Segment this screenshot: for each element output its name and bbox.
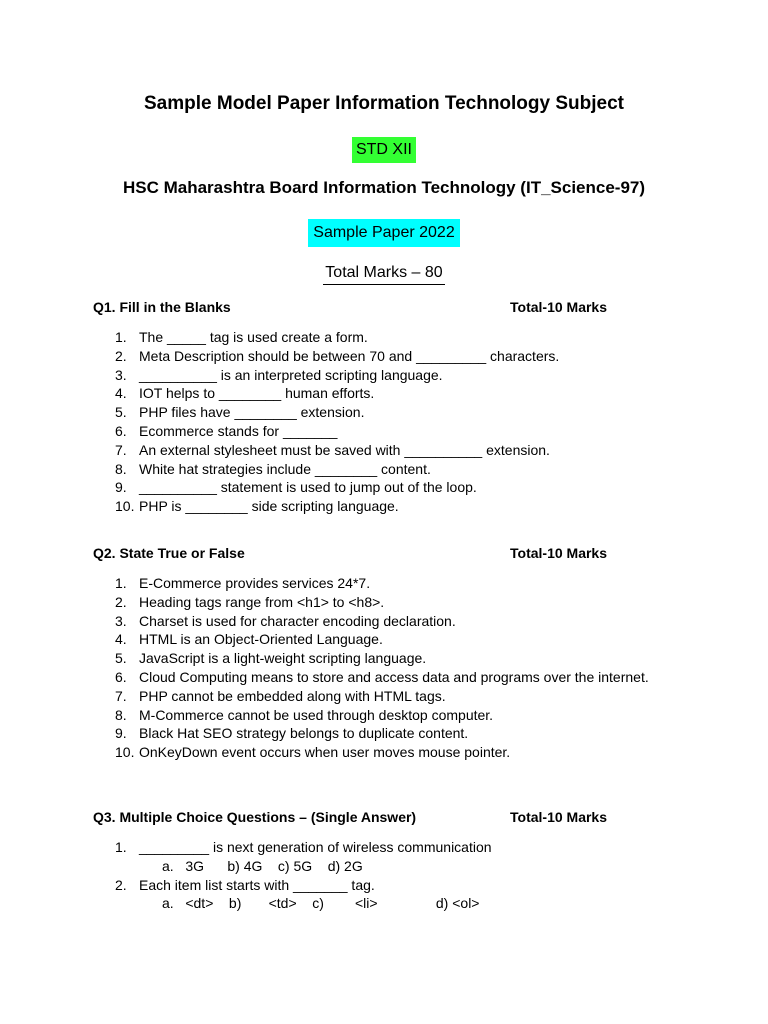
item-number: 2. (115, 347, 127, 364)
item-number: 3. (115, 612, 127, 629)
total-marks-label: Total Marks – 80 (323, 263, 444, 285)
list-item (115, 706, 660, 725)
list-item (115, 347, 660, 366)
std-label: STD XII (352, 137, 416, 163)
item-text: E-Commerce provides services 24*7. (139, 575, 371, 591)
item-text: PHP files have ________ extension. (139, 404, 365, 421)
item-number: 10. (115, 498, 135, 515)
total-marks-line (0, 263, 768, 285)
item-number: 9. (115, 725, 127, 742)
item-number: 1. (115, 839, 127, 855)
list-item (115, 441, 660, 460)
q3-list (115, 838, 660, 913)
item-number: 9. (115, 479, 127, 496)
sample-paper-label: Sample Paper 2022 (308, 219, 459, 247)
item-text: M-Commerce cannot be used through desktop computer. (139, 706, 494, 723)
item-number: 5. (115, 650, 127, 667)
list-item (115, 724, 660, 743)
list-item (115, 612, 660, 631)
item-text: OnKeyDown event occurs when user moves mouse pointer. (139, 744, 511, 761)
list-item (115, 838, 660, 857)
item-text: Meta Description should be between 70 and _________ characters. (139, 347, 560, 364)
q2-title: Q2. State True or False (93, 545, 245, 561)
item-number: 1. (115, 329, 127, 345)
q3-title: Q3. Multiple Choice Questions – (Single Answer) (93, 809, 417, 825)
list-item (115, 649, 660, 668)
item-text: __________ statement is used to jump out of the loop. (139, 479, 477, 496)
list-item (115, 743, 660, 762)
list-item (115, 366, 660, 385)
q1-heading (93, 299, 633, 319)
item-number: 2. (115, 593, 127, 610)
list-item (115, 630, 660, 649)
list-item (115, 574, 660, 593)
item-text: White hat strategies include ________ content. (139, 460, 431, 477)
board-subtitle: HSC Maharashtra Board Information Technology (IT_Science-97) (122, 178, 646, 197)
item-text: Each item list starts with _______ tag. (139, 876, 375, 893)
list-item (115, 668, 660, 687)
paper-title: Sample Model Paper Information Technology Subject (144, 93, 624, 114)
item-number: 10. (115, 744, 135, 761)
item-number: 6. (115, 668, 127, 685)
item-text: Ecommerce stands for _______ (139, 422, 338, 439)
item-number: 3. (115, 366, 127, 383)
std-line (0, 137, 768, 163)
item-number: 7. (115, 687, 127, 704)
item-text: The _____ tag is used create a form. (139, 329, 368, 345)
list-item (115, 422, 660, 441)
q2-heading (93, 545, 633, 565)
item-number: 6. (115, 422, 127, 439)
item-number: 7. (115, 441, 127, 458)
item-number: 4. (115, 385, 127, 402)
item-text: Charset is used for character encoding declaration. (139, 612, 456, 629)
item-text: An external stylesheet must be saved with __________ extension. (139, 441, 550, 458)
item-number: 1. (115, 575, 127, 591)
item-text: JavaScript is a light-weight scripting language. (139, 650, 427, 667)
item-text: Cloud Computing means to store and access data and programs over the internet. (139, 668, 649, 685)
item-text: PHP is ________ side scripting language. (139, 498, 399, 515)
mcq-options (115, 894, 660, 913)
q3-total: Total-10 Marks (510, 809, 607, 825)
item-text: PHP cannot be embedded along with HTML tags. (139, 687, 446, 704)
item-text: Heading tags range from <h1> to <h8>. (139, 593, 385, 610)
list-item (115, 384, 660, 403)
item-number: 4. (115, 631, 127, 648)
mcq-options (115, 857, 660, 876)
list-item (115, 403, 660, 422)
item-text: _________ is next generation of wireless communication (139, 839, 492, 855)
sample-line (0, 219, 768, 247)
list-item (115, 328, 660, 347)
list-item (115, 497, 660, 516)
list-item (115, 460, 660, 479)
q1-total: Total-10 Marks (510, 299, 607, 315)
item-number: 2. (115, 876, 127, 893)
list-item (115, 876, 660, 895)
q2-list (115, 574, 660, 762)
item-number: 8. (115, 460, 127, 477)
options-text: a. 3G b) 4G c) 5G d) 2G (162, 857, 363, 874)
item-text: __________ is an interpreted scripting language. (139, 366, 443, 383)
q2-total: Total-10 Marks (510, 545, 607, 561)
item-text: Black Hat SEO strategy belongs to duplicate content. (139, 725, 469, 742)
q1-title: Q1. Fill in the Blanks (93, 299, 231, 315)
item-number: 5. (115, 404, 127, 421)
list-item (115, 478, 660, 497)
item-text: HTML is an Object-Oriented Language. (139, 631, 383, 648)
q1-list (115, 328, 660, 516)
item-number: 8. (115, 706, 127, 723)
q3-heading (93, 809, 633, 829)
list-item (115, 687, 660, 706)
options-text: a. <dt> b) <td> c) <li> d) <ol> (162, 895, 480, 912)
item-text: IOT helps to ________ human efforts. (139, 385, 375, 402)
list-item (115, 593, 660, 612)
